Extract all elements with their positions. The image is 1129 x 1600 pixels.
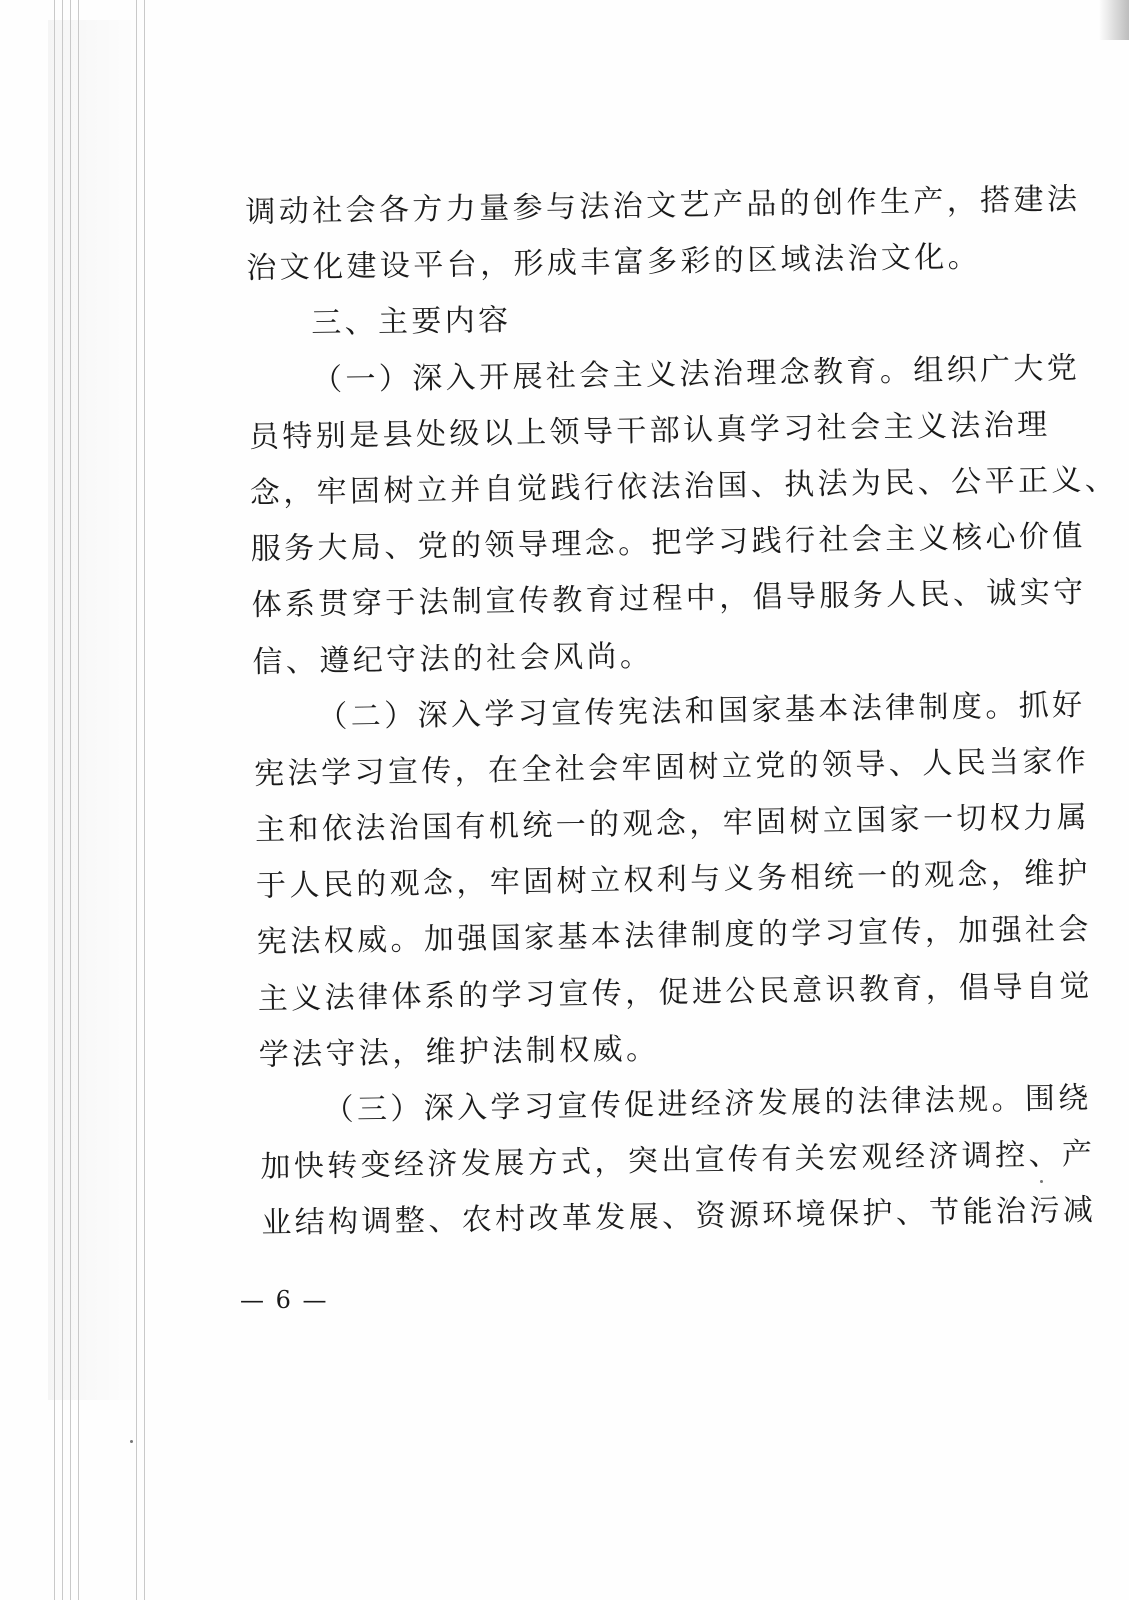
- body-line: 服务大局、党的领导理念。把学习践行社会主义核心价值: [250, 518, 1086, 568]
- scan-corner-mark: [1099, 0, 1129, 40]
- paper-stack-shadow: [48, 20, 148, 1400]
- body-line: 主义法律体系的学习宣传，促进公民意识教育，倡导自觉: [257, 968, 1093, 1017]
- body-line: 治文化建设平台，形成丰富多彩的区域法治文化。: [246, 239, 982, 287]
- body-line: 业结构调整、农村改革发展、资源环境保护、节能治污减: [261, 1193, 1097, 1242]
- body-line: 主和依法治国有机统一的观念，牢固树立国家一切权力属: [254, 799, 1091, 848]
- paper-edge: [136, 0, 137, 1600]
- body-line: 宪法学习宣传，在全社会牢固树立党的领导、人民当家作: [253, 743, 1090, 792]
- paper-edge: [78, 0, 79, 1600]
- body-line: 念，牢固树立并自觉践行依法治国、执法为民、公平正义、: [249, 462, 1119, 511]
- document-body: [245, 172, 1119, 1252]
- body-line: 员特别是县处级以上领导干部认真学习社会主义法治理: [248, 407, 1051, 455]
- page-number: — 6 —: [240, 1286, 329, 1314]
- paragraph-heading-line: （二）深入学习宣传宪法和国家基本法律制度。抓好: [317, 687, 1086, 735]
- scan-speck: [130, 1440, 133, 1443]
- section-heading: 三、主要内容: [310, 303, 512, 342]
- body-line: 加快转变经济发展方式，突出宣传有关宏观经济调控、产: [260, 1136, 1096, 1186]
- body-line: 于人民的观念，牢固树立权利与义务相统一的观念，维护: [255, 856, 1092, 905]
- body-line: 学法守法，维护法制权威。: [258, 1031, 660, 1073]
- body-line: 调动社会各方力量参与法治文艺产品的创作生产，搭建法: [245, 181, 1081, 230]
- paper-edge: [62, 0, 63, 1600]
- paragraph-heading-line: （一）深入开展社会主义法治理念教育。组织广大党: [311, 350, 1081, 398]
- body-line: 体系贯穿于法制宣传教育过程中，倡导服务人民、诚实守: [251, 575, 1087, 624]
- paper-edge: [54, 0, 55, 1600]
- body-line: 信、遵纪守法的社会风尚。: [252, 638, 654, 680]
- paper-edge: [70, 0, 71, 1600]
- paragraph-heading-line: （三）深入学习宣传促进经济发展的法律法规。围绕: [323, 1080, 1092, 1128]
- body-line: 宪法权威。加强国家基本法律制度的学习宣传，加强社会: [256, 912, 1093, 961]
- paper-edge: [144, 0, 145, 1600]
